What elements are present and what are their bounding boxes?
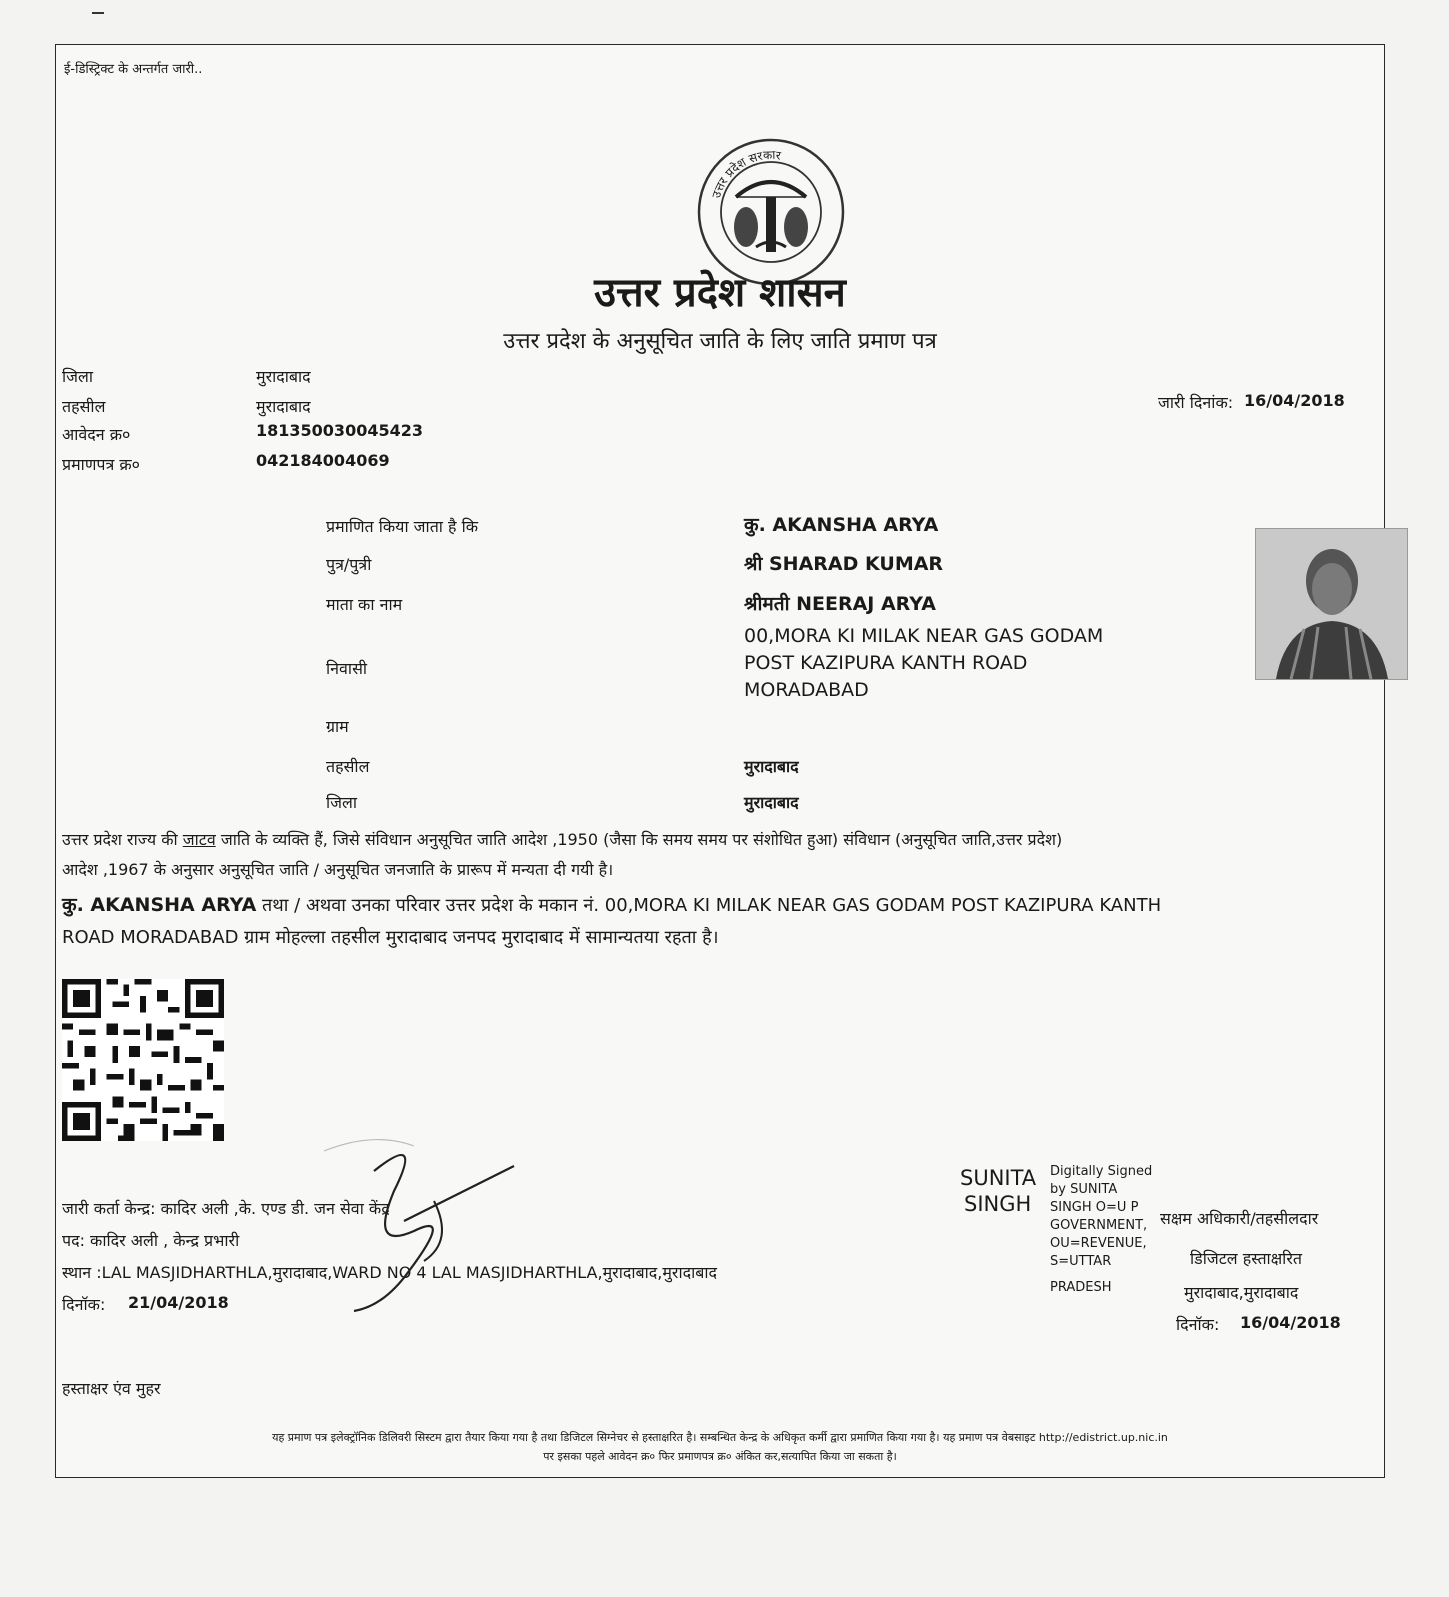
address-line-3: MORADABAD <box>744 679 869 701</box>
tehsil-label: तहसील <box>62 397 106 416</box>
detail-tehsil-label: तहसील <box>326 757 370 776</box>
residence-line-2: ROAD MORADABAD ग्राम मोहल्ला तहसील मुरादाबाद जनपद मुरादाबाद में सामान्यतया रहता है। <box>62 927 719 948</box>
statement-applicant-name: कु. AKANSHA ARYA <box>62 894 257 916</box>
certificate-frame <box>55 44 1385 1478</box>
issue-date-label: जारी दिनांक: <box>1158 393 1234 412</box>
digital-sign-line-1: Digitally Signed <box>1050 1164 1153 1179</box>
village-label: ग्राम <box>326 717 349 736</box>
digitally-signed-label: डिजिटल हस्ताक्षरित <box>1190 1249 1302 1268</box>
issuer-date: 21/04/2018 <box>128 1293 229 1312</box>
digital-sign-line-3: SINGH O=U P <box>1050 1200 1139 1215</box>
digital-sign-line-6: S=UTTAR <box>1050 1254 1112 1269</box>
authority-date: 16/04/2018 <box>1240 1313 1341 1332</box>
scan-mark <box>92 12 104 14</box>
mother-name: श्रीमती NEERAJ ARYA <box>744 593 936 615</box>
application-number-label: आवेदन क्र० <box>62 425 131 444</box>
residence-statement <box>62 889 1362 954</box>
signer-name <box>960 1165 1036 1217</box>
statement-line-1 <box>62 825 1362 855</box>
issue-date: 16/04/2018 <box>1244 391 1345 410</box>
mother-label: माता का नाम <box>326 595 403 614</box>
residence-label: निवासी <box>326 659 368 678</box>
digital-sign-line-2: by SUNITA <box>1050 1182 1118 1197</box>
address-line-1: 00,MORA KI MILAK NEAR GAS GODAM <box>744 625 1104 647</box>
issuing-centre: जारी कर्ता केन्द्र: कादिर अली ,के. एण्ड डी. जन सेवा केंद्र <box>62 1199 390 1218</box>
authority-designation: सक्षम अधिकारी/तहसीलदार <box>1160 1209 1319 1228</box>
caste-name: जाटव <box>182 830 216 849</box>
issuer-date-label: दिनॉक: <box>62 1295 106 1314</box>
certify-label: प्रमाणित किया जाता है कि <box>326 517 479 536</box>
digital-signature-details <box>1050 1163 1152 1297</box>
digital-sign-line-7: PRADESH <box>1050 1280 1112 1295</box>
address-line-2: POST KAZIPURA KANTH ROAD <box>744 652 1028 674</box>
father-name: श्री SHARAD KUMAR <box>744 553 944 575</box>
emblem-text: उत्तर प्रदेश सरकार <box>709 147 782 200</box>
issuer-post: पद: कादिर अली , केन्द्र प्रभारी <box>62 1231 240 1250</box>
statement-line-2: आदेश ,1967 के अनुसार अनुसूचित जाति / अनुसूचित जनजाति के प्रारूप में मन्यता दी गयी है। <box>62 860 614 879</box>
footer-note-line-1: यह प्रमाण पत्र इलेक्ट्रॉनिक डिलिवरी सिस्टम द्वारा तैयार किया गया है तथा डिजिटल सिग्नेचर से हस्ताक्षरित है। सम्बन्धित केन्द्र के अधिकृत कर्मी द्वारा प्रमाणित किया गया है। यह प्रमाण पत्र वेबसाइट http://edistrict.up.nic.in <box>272 1431 1168 1444</box>
residence-text-a: तथा / अथवा उनका परिवार उत्तर प्रदेश के मकान नं. 00,MORA KI MILAK NEAR GAS GODAM POST KAZIPURA KANTH <box>256 895 1162 916</box>
certificate-number-label: प्रमाणपत्र क्र० <box>62 455 140 474</box>
qr-code <box>62 979 224 1141</box>
applicant-name: कु. AKANSHA ARYA <box>744 514 939 536</box>
certificate-subtitle: उत्तर प्रदेश के अनुसूचित जाति के लिए जाति प्रमाण पत्र <box>503 329 937 354</box>
statement-text-a: उत्तर प्रदेश राज्य की <box>62 830 183 849</box>
district-label: जिला <box>62 367 94 386</box>
certificate-number: 042184004069 <box>256 451 390 470</box>
digital-sign-line-5: OU=REVENUE, <box>1050 1236 1147 1251</box>
district-value: मुरादाबाद <box>256 367 311 386</box>
detail-tehsil-value: मुरादाबाद <box>744 757 799 776</box>
page-title: उत्तर प्रदेश शासन <box>594 269 846 316</box>
detail-district-value: मुरादाबाद <box>744 793 799 812</box>
applicant-photo <box>1255 528 1408 680</box>
authority-date-label: दिनॉक: <box>1176 1315 1220 1334</box>
caste-statement <box>62 825 1362 885</box>
digital-sign-line-4: GOVERNMENT, <box>1050 1218 1148 1233</box>
signer-name-line-2: SINGH <box>964 1192 1032 1216</box>
statement-text-b: जाति के व्यक्ति हैं, जिसे संविधान अनुसूचित जाति आदेश ,1950 (जैसा कि समय समय पर संशोधित हुआ) संविधान (अनुसूचित जाति,उत्तर प्रदेश) <box>215 830 1063 849</box>
authority-place: मुरादाबाद,मुरादाबाद <box>1184 1283 1299 1302</box>
signature-and-seal-label: हस्ताक्षर एंव मुहर <box>62 1379 161 1398</box>
tehsil-value: मुरादाबाद <box>256 397 311 416</box>
signer-name-line-1: SUNITA <box>960 1166 1037 1190</box>
header-note: ई-डिस्ट्रिक्ट के अन्तर्गत जारी.. <box>64 62 203 77</box>
application-number: 181350030045423 <box>256 421 423 440</box>
detail-district-label: जिला <box>326 793 358 812</box>
issuer-place: स्थान :LAL MASJIDHARTHLA,मुरादाबाद,WARD NO 4 LAL MASJIDHARTHLA,मुरादाबाद,मुरादाबाद <box>62 1263 718 1282</box>
parent-label: पुत्र/पुत्री <box>326 555 372 574</box>
residence-line-1 <box>62 889 1362 922</box>
footer-note-line-2: पर इसका पहले आवेदन क्र० फिर प्रमाणपत्र क्र० अंकित कर,सत्यापित किया जा सकता है। <box>543 1450 897 1463</box>
handwritten-signature <box>314 1111 544 1321</box>
